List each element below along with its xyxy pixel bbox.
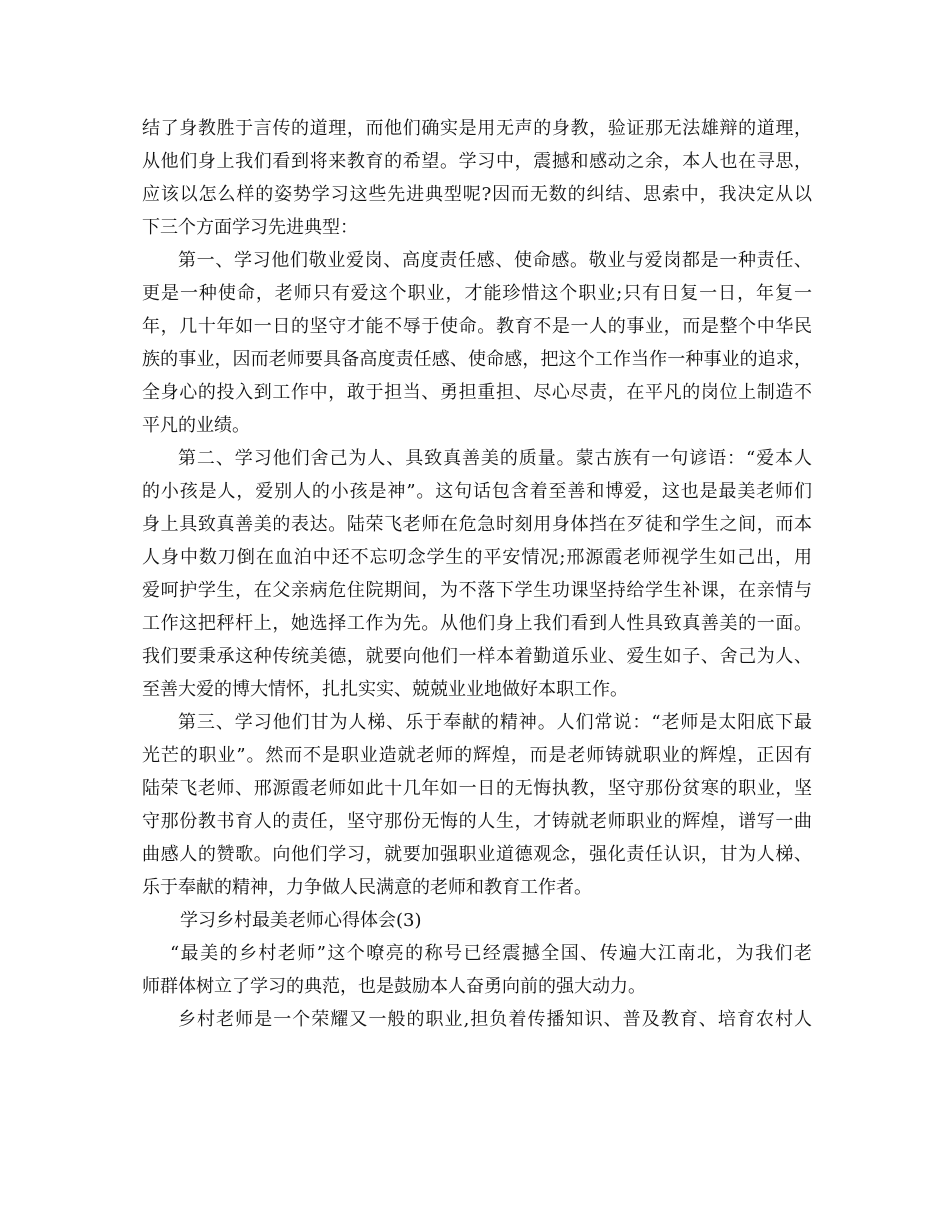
paragraph-first-line: “最美的乡村老师”这个嘹亮的称号已经震撼全国、传遍大江南北，为我们老 xyxy=(170,943,812,964)
text-line: 的小孩是人，爱别人的小孩是神”。这句话包含着至善和博爱，这也是最美老师们 xyxy=(142,481,812,502)
text-line: 我们要秉承这种传统美德，就要向他们一样本着勤道乐业、爱生如子、舍己为人、 xyxy=(142,646,812,667)
text-line: 结了身教胜于言传的道理，而他们确实是用无声的身教，验证那无法雄辩的道理， xyxy=(142,118,812,139)
text-line: 师群体树立了学习的典范，也是鼓励本人奋勇向前的强大动力。 xyxy=(142,976,646,997)
text-line: 曲感人的赞歌。向他们学习，就要加强职业道德观念，强化责任认识，甘为人梯、 xyxy=(142,844,812,865)
text-line: 光芒的职业”。然而不是职业造就老师的辉煌，而是老师铸就职业的辉煌，正因有 xyxy=(142,745,812,766)
text-line: 工作这把秤杆上，她选择工作为先。从他们身上我们看到人性具致真善美的一面。 xyxy=(142,613,812,634)
text-line: 乐于奉献的精神，力争做人民满意的老师和教育工作者。 xyxy=(142,877,592,898)
document-body xyxy=(142,112,812,1036)
paragraph-first-line: 第一、学习他们敬业爱岗、高度责任感、使命感。敬业与爱岗都是一种责任、 xyxy=(178,250,812,271)
paragraph-first-line: 第三、学习他们甘为人梯、乐于奉献的精神。人们常说：“老师是太阳底下最 xyxy=(178,712,812,733)
text-line: 全身心的投入到工作中，敢于担当、勇担重担、尽心尽责，在平凡的岗位上制造不 xyxy=(142,382,812,403)
text-line: 族的事业，因而老师要具备高度责任感、使命感，把这个工作当作一种事业的追求， xyxy=(142,349,812,370)
text-line: 年，几十年如一日的坚守才能不辱于使命。教育不是一人的事业，而是整个中华民 xyxy=(142,316,812,337)
text-line: 至善大爱的博大情怀，扎扎实实、兢兢业业地做好本职工作。 xyxy=(142,679,628,700)
text-line: 人身中数刀倒在血泊中还不忘叨念学生的平安情况;邢源霞老师视学生如己出，用 xyxy=(142,547,812,568)
text-line: 下三个方面学习先进典型： xyxy=(142,217,358,238)
section-heading: 学习乡村最美老师心得体会(3) xyxy=(180,910,422,931)
text-line: 平凡的业绩。 xyxy=(142,415,250,436)
text-line: 爱呵护学生，在父亲病危住院期间，为不落下学生功课坚持给学生补课，在亲情与 xyxy=(142,580,812,601)
text-line: 从他们身上我们看到将来教育的希望。学习中，震撼和感动之余，本人也在寻思， xyxy=(142,151,812,172)
text-line: 应该以怎么样的姿势学习这些先进典型呢?因而无数的纠结、思索中，我决定从以 xyxy=(142,184,812,205)
paragraph-first-line: 第二、学习他们舍己为人、具致真善美的质量。蒙古族有一句谚语：“爱本人 xyxy=(178,448,812,469)
text-line: 更是一种使命，老师只有爱这个职业，才能珍惜这个职业;只有日复一日，年复一 xyxy=(142,283,812,304)
text-line: 陆荣飞老师、邢源霞老师如此十几年如一日的无悔执教，坚守那份贫寒的职业，坚 xyxy=(142,778,812,799)
text-line: 身上具致真善美的表达。陆荣飞老师在危急时刻用身体挡在歹徒和学生之间，而本 xyxy=(142,514,812,535)
text-line: 守那份教书育人的责任，坚守那份无悔的人生，才铸就老师职业的辉煌，谱写一曲 xyxy=(142,811,812,832)
paragraph-first-line: 乡村老师是一个荣耀又一般的职业,担负着传播知识、普及教育、培育农村人 xyxy=(178,1009,812,1030)
